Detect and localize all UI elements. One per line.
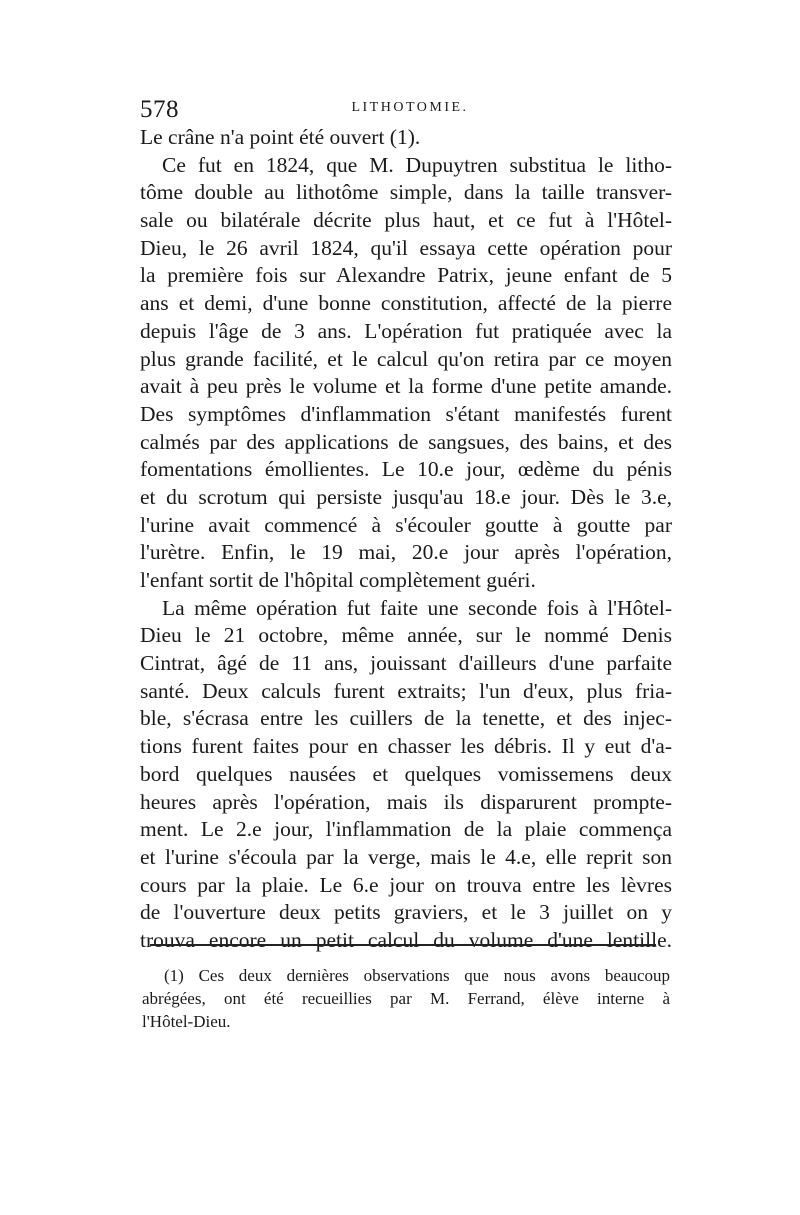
text-line: ment. Le 2.e jour, l'inflammation de la plaie commença [140,817,672,842]
text-line: cours par la plaie. Le 6.e jour on trouva entre les lèvres [140,872,672,897]
text-line: ble, s'écrasa entre les cuillers de la tenette, et des injec- [140,706,672,731]
text-line: Ce fut en 1824, que M. Dupuytren substitua le litho- [162,152,672,177]
text-line: bord quelques nausées et quelques vomissemens deux [140,761,672,786]
text-line: ans et demi, d'une bonne constitution, affecté de la pierre [140,291,672,316]
text-line: avait à peu près le volume et la forme d'une petite amande. [140,374,672,399]
text-line: Des symptômes d'inflammation s'étant manifestés furent [140,401,672,426]
text-line: sale ou bilatérale décrite plus haut, et ce fut à l'Hôtel- [140,208,672,233]
footnote-line: l'Hôtel-Dieu. [142,1012,231,1031]
text-line: plus grande facilité, et le calcul qu'on retira par ce moyen [140,346,672,371]
text-line: l'urètre. Enfin, le 19 mai, 20.e jour après l'opération, [140,540,672,565]
text-line: La même opération fut faite une seconde fois à l'Hôtel- [162,595,672,620]
footnote [142,964,670,1033]
text-line: santé. Deux calculs furent extraits; l'un d'eux, plus fria- [140,678,672,703]
footnote-divider [150,944,656,946]
page-number: 578 [140,96,179,123]
text-line: heures après l'opération, mais ils disparurent prompte- [140,789,672,814]
body-text [140,124,672,955]
running-head: LITHOTOMIE. [351,100,469,115]
page-header [140,96,660,122]
text-line: l'urine avait commencé à s'écouler goutte à goutte par [140,512,672,537]
text-line: Dieu le 21 octobre, même année, sur le nommé Denis [140,623,672,648]
text-line: trouva encore un petit calcul du volume d'une lentille. [140,927,672,952]
text-line: tôme double au lithotôme simple, dans la taille transver- [140,180,672,205]
text-line: et l'urine s'écoula par la verge, mais le 4.e, elle reprit son [140,844,672,869]
text-line: l'enfant sortit de l'hôpital complètement guéri. [140,568,536,592]
text-line: calmés par des applications de sangsues, des bains, et des [140,429,672,454]
text-line: Dieu, le 26 avril 1824, qu'il essaya cette opération pour [140,235,672,260]
footnote-line: (1) Ces deux dernières observations que nous avons beaucoup [164,966,670,985]
text-line: fomentations émollientes. Le 10.e jour, œdème du pénis [140,457,672,482]
text-line: de l'ouverture deux petits graviers, et le 3 juillet on y [140,900,672,925]
text-line: depuis l'âge de 3 ans. L'opération fut pratiquée avec la [140,318,672,343]
text-line: Le crâne n'a point été ouvert (1). [140,125,421,149]
text-line: la première fois sur Alexandre Patrix, jeune enfant de 5 [140,263,672,288]
text-line: et du scrotum qui persiste jusqu'au 18.e jour. Dès le 3.e, [140,484,672,509]
text-line: Cintrat, âgé de 11 ans, jouissant d'ailleurs d'une parfaite [140,651,672,676]
footnote-line: abrégées, ont été recueillies par M. Ferrand, élève interne à [142,989,670,1008]
text-line: tions furent faites pour en chasser les débris. Il y eut d'a- [140,734,672,759]
